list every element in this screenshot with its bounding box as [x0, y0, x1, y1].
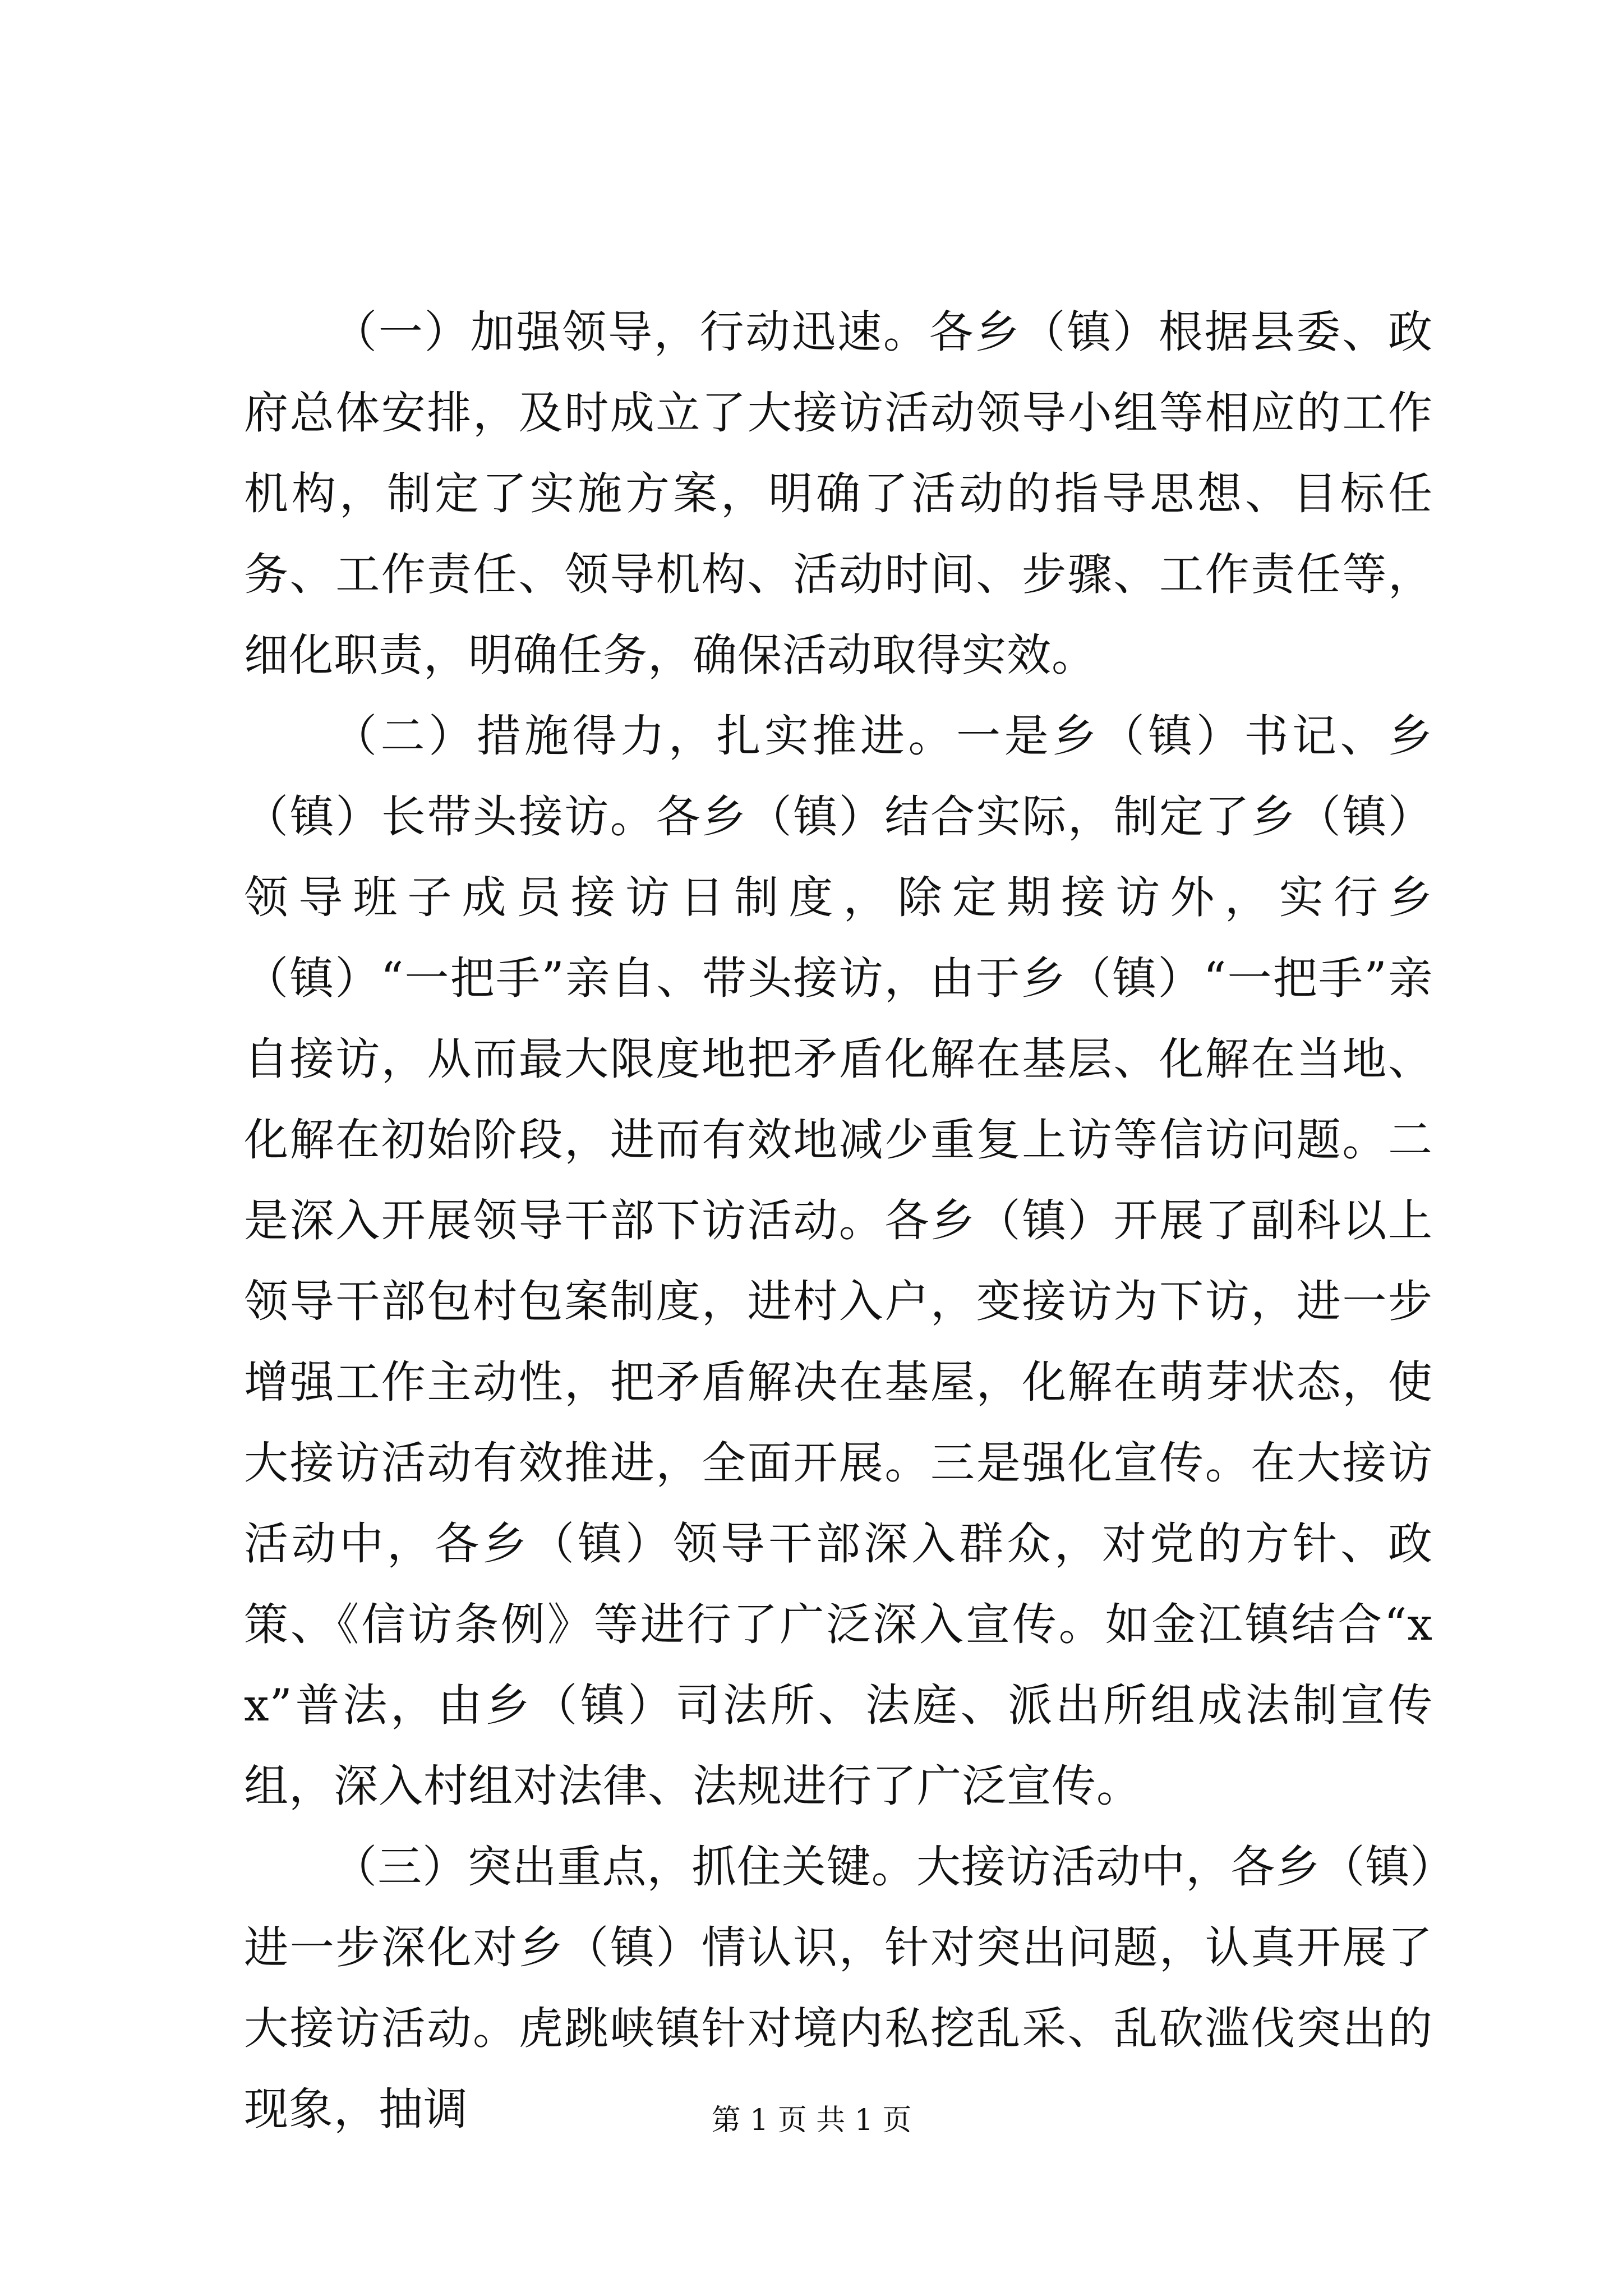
- document-body: [244, 292, 1433, 2150]
- page-footer: 第 1 页 共 1 页: [711, 2104, 912, 2137]
- paragraph-2: （二）措施得力，扎实推进。一是乡（镇）书记、乡（镇）长带头接访。各乡（镇）结合实际，制定了乡（镇）领导班子成员接访日制度，除定期接访外，实行乡（镇）“一把手”亲自、带头接访，由于乡（镇）“一把手”亲自接访，从而最大限度地把矛盾化解在基层、化解在当地、化解在初始阶段，进而有效地减少重复上访等信访问题。二是深入开展领导干部下访活动。各乡（镇）开展了副科以上领导干部包村包案制度，进村入户，变接访为下访，进一步增强工作主动性，把矛盾解决在基屋，化解在萌芽状态，使大接访活动有效推进，全面开展。三是强化宣传。在大接访活动中，各乡（镇）领导干部深入群众，对党的方针、政策、《信访条例》等进行了广泛深入宣传。如金江镇结合“xx”普法，由乡（镇）司法所、法庭、派出所组成法制宣传组，深入村组对法律、法规进行了广泛宣传。: [244, 710, 1433, 1812]
- paragraph-1: （一）加强领导，行动迅速。各乡（镇）根据县委、政府总体安排，及时成立了大接访活动领导小组等相应的工作机构，制定了实施方案，明确了活动的指导思想、目标任务、工作责任、领导机构、活动时间、步骤、工作责任等，细化职责，明确任务，确保活动取得实效。: [244, 306, 1433, 681]
- paragraph-3: （三）突出重点，抓住关键。大接访活动中，各乡（镇）进一步深化对乡（镇）情认识，针对突出问题，认真开展了大接访活动。虎跳峡镇针对境内私挖乱采、乱砍滥伐突出的现象，抽调: [244, 1841, 1433, 2135]
